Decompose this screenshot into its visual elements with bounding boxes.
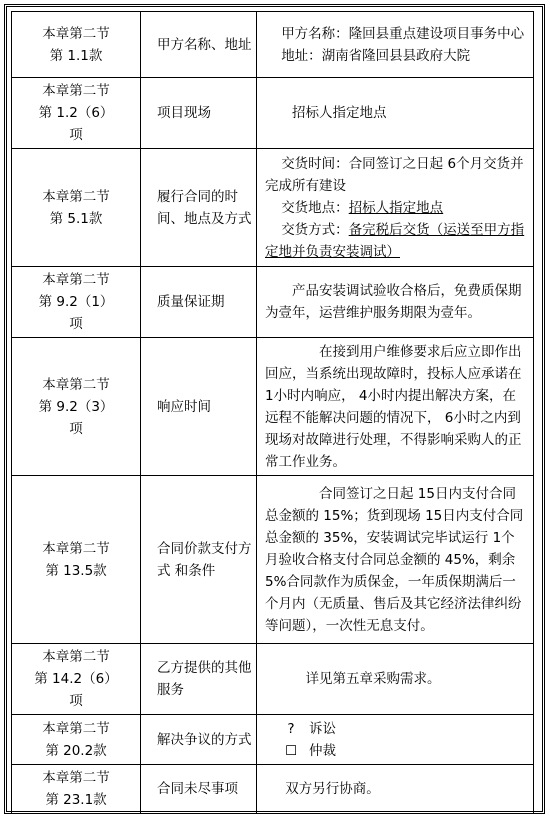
content-cell: 交货时间：合同签订之日起 6个月交货并完成所有建设 交货地点：招标人指定地点 交货方式：备完税后交货（运送至甲方指定地并负责安装调试）: [257, 149, 534, 267]
contract-terms-table: [11, 11, 534, 814]
clause-ref-cell: 本章第二节 第 20.2款: [12, 715, 141, 765]
content-cell: 详见第五章采购需求。: [257, 644, 534, 715]
clause-ref-cell: 本章第二节 第 5.1款: [12, 149, 141, 267]
table-row: [12, 644, 534, 715]
table-row: [12, 765, 534, 814]
table-row: [12, 715, 534, 765]
table-row: [12, 78, 534, 149]
content-cell: 在接到用户维修要求后应立即作出回应，当系统出现故障时，投标人应承诺在 1小时内响应， 4小时内提出解决方案，在远程不能解决问题的情况下， 6小时之内到现场对故障进行处理，不得影响采购人的正常工作业务。: [257, 338, 534, 476]
dispute-option-litigation: ? 诉讼: [265, 718, 527, 740]
clause-ref-cell: 本章第二节 第 9.2（3） 项: [12, 338, 141, 476]
clause-ref-cell: 本章第二节 第 13.5款: [12, 476, 141, 644]
item-cell: 乙方提供的其他服务: [141, 644, 257, 715]
clause-ref-cell: 本章第二节 第 9.2（1） 项: [12, 267, 141, 338]
item-cell: 履行合同的时间、地点及方式: [141, 149, 257, 267]
content-cell: 产品安装调试验收合格后，免费质保期为壹年，运营维护服务期限为壹年。: [257, 267, 534, 338]
clause-ref-cell: 本章第二节 第 1.1款: [12, 12, 141, 78]
item-cell: 质量保证期: [141, 267, 257, 338]
content-cell: 招标人指定地点: [257, 78, 534, 149]
item-cell: 合同未尽事项: [141, 765, 257, 814]
clause-ref-cell: 本章第二节 第 23.1款: [12, 765, 141, 814]
question-mark-icon: ?: [287, 720, 295, 737]
item-cell: 合同价款支付方式 和条件: [141, 476, 257, 644]
clause-ref-cell: 本章第二节 第 1.2（6） 项: [12, 78, 141, 149]
clause-ref-cell: 本章第二节 第 14.2（6） 项: [12, 644, 141, 715]
content-cell: 合同签订之日起 15日内支付合同总金额的 15%；货到现场 15日内支付合同总金额的 35%，安装调试完毕试运行 1个月验收合格支付合同总金额的 45%，剩余 5%合同款作为质保金，一年质保期满后一个月内（无质量、售后及其它经济法律纠纷等问题），一次性无息支付。: [257, 476, 534, 644]
item-cell: 项目现场: [141, 78, 257, 149]
content-cell: 双方另行协商。: [257, 765, 534, 814]
content-cell: 甲方名称：隆回县重点建设项目事务中心 地址：湖南省隆回县县政府大院: [257, 12, 534, 78]
table-row: [12, 12, 534, 78]
item-cell: 响应时间: [141, 338, 257, 476]
item-cell: 解决争议的方式: [141, 715, 257, 765]
table-row: [12, 476, 534, 644]
table-row: [12, 338, 534, 476]
content-cell: [257, 715, 534, 765]
dispute-option-arbitration: ☐ 仲裁: [265, 740, 527, 762]
table-row: [12, 267, 534, 338]
table-row: [12, 149, 534, 267]
checkbox-icon: ☐: [285, 742, 298, 759]
item-cell: 甲方名称、地址: [141, 12, 257, 78]
